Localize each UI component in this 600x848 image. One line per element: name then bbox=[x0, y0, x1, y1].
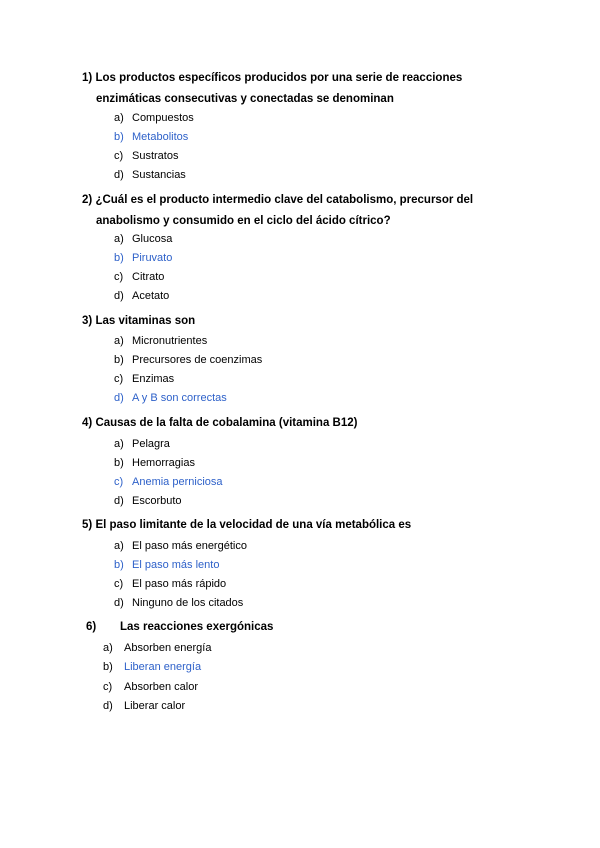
option-letter: d) bbox=[114, 290, 124, 302]
question-4-line-1 bbox=[82, 413, 482, 434]
question-number: 6) bbox=[86, 621, 97, 633]
option-letter: c) bbox=[114, 373, 124, 385]
option-letter: b) bbox=[114, 252, 124, 264]
option-text: Hemorragias bbox=[132, 457, 195, 469]
question-4 bbox=[82, 413, 482, 434]
option-text: Absorben energía bbox=[124, 642, 212, 654]
option-letter: d) bbox=[114, 495, 124, 507]
option-letter: a) bbox=[114, 335, 124, 347]
option-letter: a) bbox=[103, 642, 113, 654]
question-1-line-1 bbox=[82, 68, 482, 89]
option-5a bbox=[114, 539, 247, 553]
option-6c bbox=[103, 680, 198, 694]
question-text: Causas de la falta de cobalamina (vitamina B12) bbox=[95, 417, 358, 429]
question-text: ¿Cuál es el producto intermedio clave del catabolismo, precursor del bbox=[95, 194, 474, 206]
option-1d bbox=[114, 168, 186, 182]
question-5 bbox=[82, 515, 482, 536]
question-number: 5) bbox=[82, 519, 93, 531]
option-1a bbox=[114, 111, 194, 125]
option-2a bbox=[114, 232, 172, 246]
option-3a bbox=[114, 334, 207, 348]
option-letter: d) bbox=[114, 597, 124, 609]
option-5d bbox=[114, 596, 243, 610]
option-text: Acetato bbox=[132, 290, 170, 302]
option-text: Absorben calor bbox=[124, 681, 198, 693]
option-letter: a) bbox=[114, 540, 124, 552]
option-text: El paso más rápido bbox=[132, 578, 227, 590]
option-text: Ninguno de los citados bbox=[132, 597, 244, 609]
option-letter: b) bbox=[114, 354, 124, 366]
option-6d bbox=[103, 699, 185, 713]
option-6a bbox=[103, 641, 211, 655]
question-5-line-1 bbox=[82, 515, 482, 536]
option-3d-correct bbox=[114, 391, 227, 405]
option-text: Sustancias bbox=[132, 169, 186, 181]
question-3 bbox=[82, 311, 482, 332]
question-2-line-1 bbox=[82, 190, 482, 211]
option-letter: d) bbox=[114, 392, 124, 404]
question-2-line-2: anabolismo y consumido en el ciclo del ácido cítrico? bbox=[96, 215, 391, 227]
question-text: Los productos específicos producidos por una serie de reacciones bbox=[95, 72, 463, 84]
question-1 bbox=[82, 68, 482, 110]
option-text: Liberar calor bbox=[124, 700, 186, 712]
option-letter: c) bbox=[114, 271, 124, 283]
option-4b bbox=[114, 456, 195, 470]
option-text: Sustratos bbox=[132, 150, 179, 162]
option-4a bbox=[114, 437, 170, 451]
option-5b-correct bbox=[114, 558, 219, 572]
option-4c-correct bbox=[114, 475, 223, 489]
option-2c bbox=[114, 270, 164, 284]
option-letter: b) bbox=[114, 131, 124, 143]
option-2b-correct bbox=[114, 251, 172, 265]
option-text: Glucosa bbox=[132, 233, 173, 245]
option-6b-correct bbox=[103, 660, 201, 674]
option-3c bbox=[114, 372, 174, 386]
question-number: 1) bbox=[82, 72, 93, 84]
option-1b-correct bbox=[114, 130, 188, 144]
option-text: Compuestos bbox=[132, 112, 194, 124]
option-text: Citrato bbox=[132, 271, 165, 283]
option-1c bbox=[114, 149, 178, 163]
option-text: Micronutrientes bbox=[132, 335, 208, 347]
option-3b bbox=[114, 353, 262, 367]
question-1-line-2: enzimáticas consecutivas y conectadas se denominan bbox=[96, 93, 394, 105]
question-number: 4) bbox=[82, 417, 93, 429]
option-letter: d) bbox=[103, 700, 113, 712]
option-4d bbox=[114, 494, 182, 508]
option-text: Precursores de coenzimas bbox=[132, 354, 263, 366]
option-letter: c) bbox=[103, 681, 113, 693]
option-letter: a) bbox=[114, 438, 124, 450]
option-letter: d) bbox=[114, 169, 124, 181]
option-letter: a) bbox=[114, 233, 124, 245]
option-letter: a) bbox=[114, 112, 124, 124]
option-letter: b) bbox=[114, 457, 124, 469]
option-letter: b) bbox=[114, 559, 124, 571]
option-text: El paso más lento bbox=[132, 559, 220, 571]
question-3-line-1 bbox=[82, 311, 482, 332]
question-text: Las reacciones exergónicas bbox=[120, 621, 274, 633]
option-text: A y B son correctas bbox=[132, 392, 227, 404]
question-number: 3) bbox=[82, 315, 93, 327]
option-text: Anemia perniciosa bbox=[132, 476, 223, 488]
option-text: Pelagra bbox=[132, 438, 170, 450]
question-text: Las vitaminas son bbox=[95, 315, 196, 327]
option-text: Metabolitos bbox=[132, 131, 189, 143]
option-2d bbox=[114, 289, 169, 303]
option-text: El paso más energético bbox=[132, 540, 247, 552]
option-text: Liberan energía bbox=[124, 661, 202, 673]
question-2 bbox=[82, 190, 482, 232]
option-letter: c) bbox=[114, 476, 124, 488]
option-text: Enzimas bbox=[132, 373, 175, 385]
option-letter: b) bbox=[103, 661, 113, 673]
option-letter: c) bbox=[114, 578, 124, 590]
option-text: Escorbuto bbox=[132, 495, 182, 507]
option-5c bbox=[114, 577, 226, 591]
option-letter: c) bbox=[114, 150, 124, 162]
question-text: El paso limitante de la velocidad de una vía metabólica es bbox=[95, 519, 412, 531]
question-number: 2) bbox=[82, 194, 93, 206]
option-text: Piruvato bbox=[132, 252, 173, 264]
question-6 bbox=[86, 621, 273, 633]
